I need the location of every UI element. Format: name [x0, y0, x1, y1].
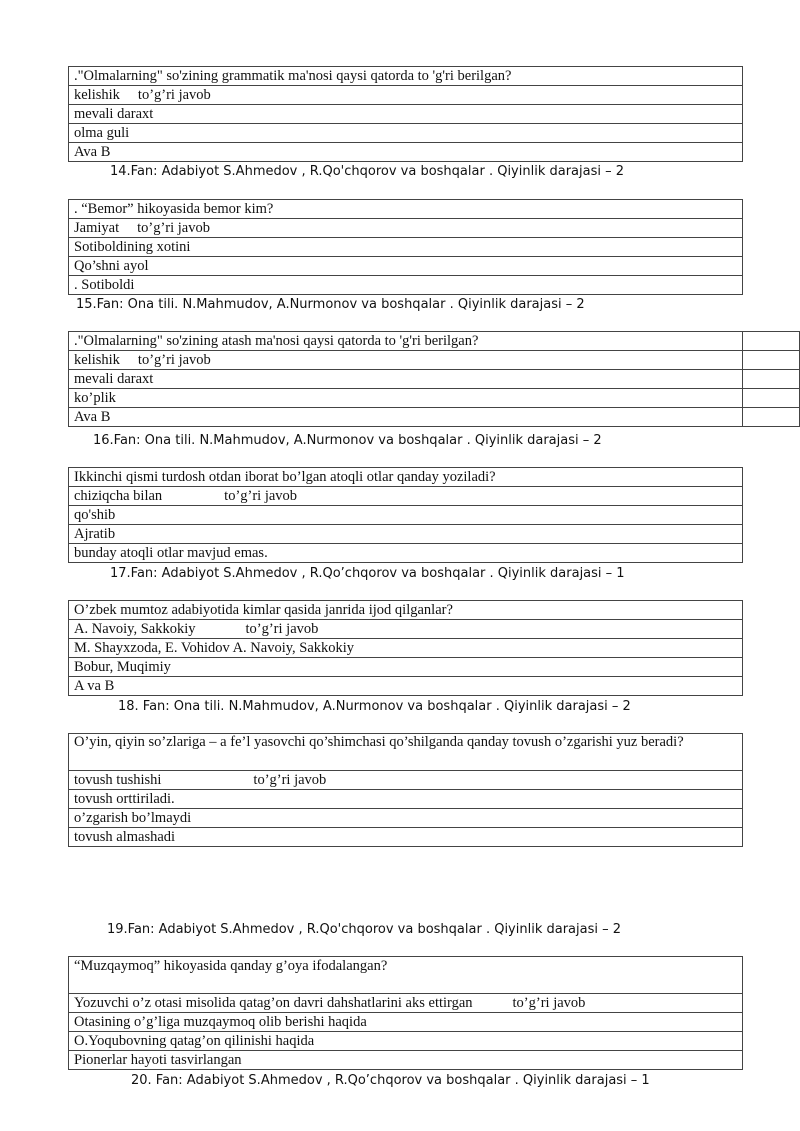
question-header: 15.Fan: Ona tili. N.Mahmudov, A.Nurmonov va boshqalar . Qiyinlik darajasi – 2 [76, 297, 585, 312]
answer-text: Jamiyat [74, 220, 120, 236]
question-text: O’zbek mumtoz adabiyotida kimlar qasida janrida ijod qilganlar? [69, 601, 743, 620]
answer-text: kelishik [74, 87, 120, 103]
answer-option: Ajratib [69, 525, 743, 544]
question-header: 18. Fan: Ona tili. N.Mahmudov, A.Nurmonov va boshqalar . Qiyinlik darajasi – 2 [118, 699, 631, 714]
answer-option: M. Shayxzoda, E. Vohidov A. Navoiy, Sakkokiy [69, 639, 743, 658]
correct-answer-label: to’g’ri javob [137, 87, 211, 103]
question-header: 20. Fan: Adabiyot S.Ahmedov , R.Qo’chqorov va boshqalar . Qiyinlik darajasi – 1 [131, 1073, 650, 1088]
question-table-7 [68, 956, 743, 1070]
answer-option: A va B [69, 677, 743, 696]
question-table-3 [68, 331, 800, 427]
answer-option: Sotiboldining xotini [69, 238, 743, 257]
answer-option-correct [69, 86, 743, 105]
answer-option: tovush orttiriladi. [69, 790, 743, 809]
answer-option: bunday atoqli otlar mavjud emas. [69, 544, 743, 563]
correct-answer-label: to’g’ri javob [137, 352, 211, 368]
question-table-5 [68, 600, 743, 696]
question-header: 16.Fan: Ona tili. N.Mahmudov, A.Nurmonov va boshqalar . Qiyinlik darajasi – 2 [93, 433, 602, 448]
answer-option: Qo’shni ayol [69, 257, 743, 276]
answer-text: tovush tushishi [74, 772, 162, 788]
correct-answer-label: to’g’ri javob [245, 621, 319, 637]
answer-text: chiziqcha bilan [74, 488, 163, 504]
answer-option: Pionerlar hayoti tasvirlangan [69, 1051, 743, 1070]
question-text: O’yin, qiyin so’zlariga – a fe’l yasovchi qo’shimchasi qo’shilganda qanday tovush o’zgarishi yuz beradi? [69, 734, 743, 771]
answer-option: qo'shib [69, 506, 743, 525]
answer-option: Ava B [69, 408, 743, 427]
answer-option: o’zgarish bo’lmaydi [69, 809, 743, 828]
answer-option: Ava B [69, 143, 743, 162]
answer-option: Otasining o’g’liga muzqaymoq olib berishi haqida [69, 1013, 743, 1032]
answer-option: O.Yoqubovning qatag’on qilinishi haqida [69, 1032, 743, 1051]
answer-option-correct [69, 487, 743, 506]
question-text: ."Olmalarning" so'zining grammatik ma'nosi qaysi qatorda to 'g'ri berilgan? [69, 67, 743, 86]
answer-option-correct [69, 219, 743, 238]
answer-option: mevali daraxt [69, 370, 743, 389]
answer-option-correct [69, 771, 743, 790]
answer-option: Bobur, Muqimiy [69, 658, 743, 677]
correct-answer-label: to’g’ri javob [224, 488, 298, 504]
answer-option: olma guli [69, 124, 743, 143]
correct-answer-label: to’g’ri javob [137, 220, 210, 236]
answer-option-correct [69, 620, 743, 639]
correct-answer-label: to’g’ri javob [253, 772, 327, 788]
empty-cell [743, 351, 800, 370]
answer-option: tovush almashadi [69, 828, 743, 847]
question-text: “Muzqaymoq” hikoyasida qanday g’oya ifodalangan? [69, 957, 743, 994]
answer-text: A. Navoiy, Sakkokiy [74, 621, 196, 637]
question-text: ."Olmalarning" so'zining atash ma'nosi qaysi qatorda to 'g'ri berilgan? [69, 332, 743, 351]
correct-answer-label: to’g’ri javob [512, 995, 586, 1011]
empty-cell [743, 408, 800, 427]
question-table-6 [68, 733, 743, 847]
answer-text: kelishik [74, 352, 120, 368]
question-header: 19.Fan: Adabiyot S.Ahmedov , R.Qo'chqorov va boshqalar . Qiyinlik darajasi – 2 [107, 922, 622, 937]
answer-option: mevali daraxt [69, 105, 743, 124]
answer-option-correct [69, 994, 743, 1013]
question-table-2 [68, 199, 743, 295]
answer-option-correct [69, 351, 743, 370]
question-header: 14.Fan: Adabiyot S.Ahmedov , R.Qo'chqorov va boshqalar . Qiyinlik darajasi – 2 [110, 164, 625, 179]
question-table-1 [68, 66, 743, 162]
answer-option: ko’plik [69, 389, 743, 408]
empty-cell [743, 370, 800, 389]
empty-cell [743, 332, 800, 351]
answer-option: . Sotiboldi [69, 276, 743, 295]
question-text: . “Bemor” hikoyasida bemor kim? [69, 200, 743, 219]
question-text: Ikkinchi qismi turdosh otdan iborat bo’lgan atoqli otlar qanday yoziladi? [69, 468, 743, 487]
question-header: 17.Fan: Adabiyot S.Ahmedov , R.Qo’chqorov va boshqalar . Qiyinlik darajasi – 1 [110, 566, 625, 581]
empty-cell [743, 389, 800, 408]
question-table-4 [68, 467, 743, 563]
answer-text: Yozuvchi o’z otasi misolida qatag’on davri dahshatlarini aks ettirgan [74, 995, 473, 1011]
